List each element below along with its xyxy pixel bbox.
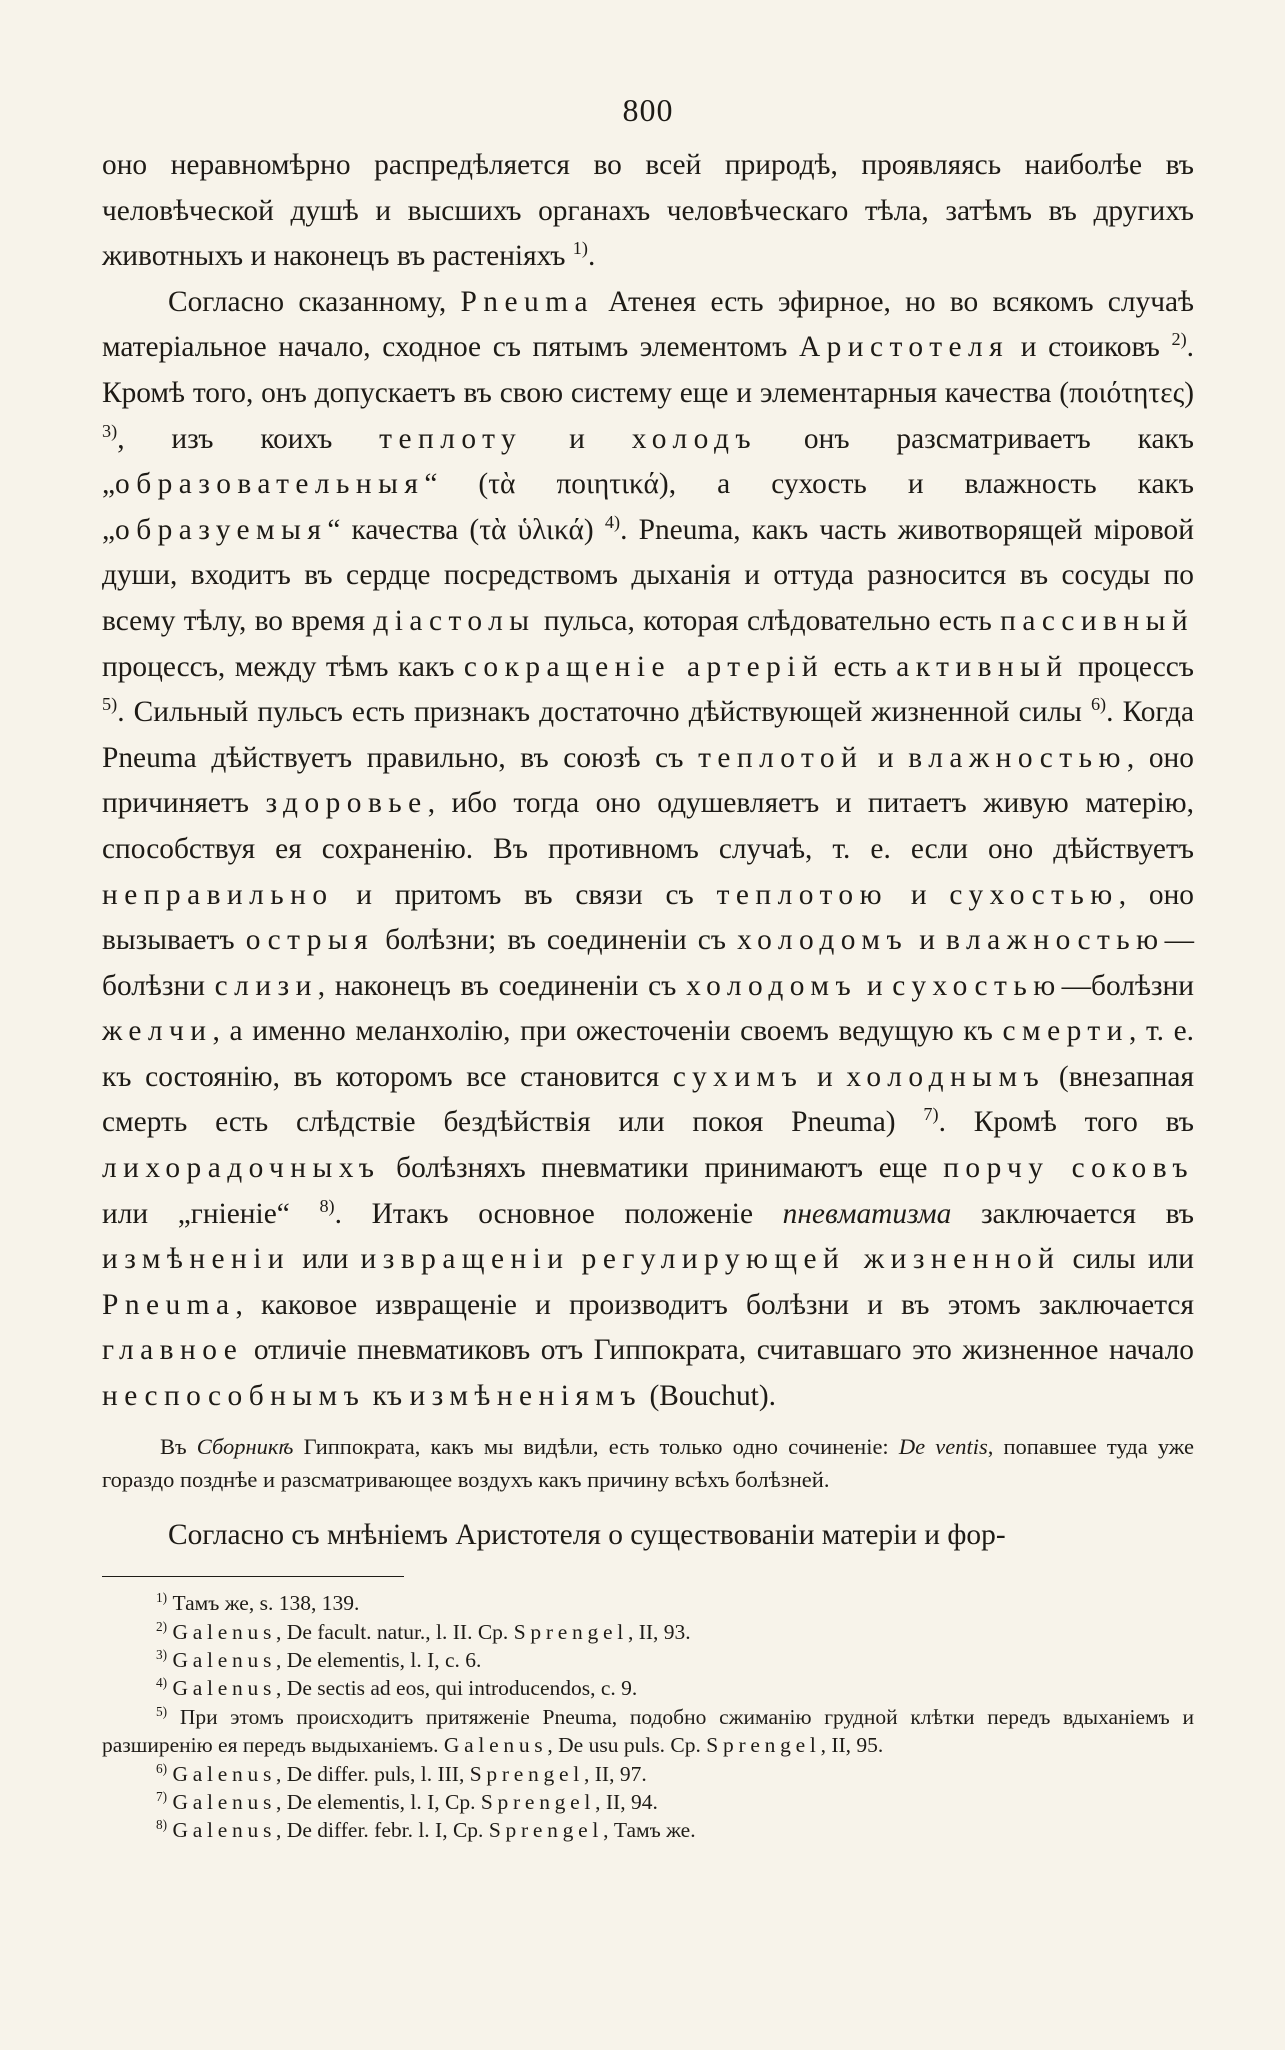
spaced-term: холодъ	[631, 422, 758, 455]
footnote-author: Sprengel	[469, 1761, 584, 1786]
footnote-ref-8: 8)	[319, 1195, 335, 1216]
footnote-mark: 4)	[156, 1675, 168, 1691]
italic-term: De ventis	[898, 1433, 988, 1459]
spaced-term: неправильно	[102, 878, 334, 911]
spaced-term: сокращеніе артерій	[463, 650, 825, 683]
text-run: “ (τὰ ποιητικά), а сухость и влажность какъ „	[102, 468, 1194, 546]
spaced-term: регулирующей жизненной	[581, 1243, 1061, 1276]
footnote-text: Тамъ же, s. 138, 139.	[167, 1591, 360, 1616]
spaced-term: теплотою	[716, 878, 889, 911]
footnote-text: , De elementis, l. I, Ср.	[276, 1790, 481, 1815]
footnote-mark: 5)	[156, 1703, 168, 1719]
spaced-term: теплотой	[698, 741, 864, 774]
text-run: . Сильный пульсъ есть признакъ достаточно дѣйствующей жизненной силы	[117, 696, 1091, 729]
footnote-3	[102, 1646, 1194, 1674]
text-run: . Когда Pneuma дѣйствуетъ правильно, въ союзѣ съ	[102, 696, 1194, 774]
footnote-mark: 3)	[156, 1646, 168, 1662]
page-number: 800	[622, 92, 674, 128]
spaced-term: холодомъ	[737, 924, 909, 957]
footnote-text: , II, 94.	[595, 1790, 658, 1815]
text-run: Согласно сказанному,	[168, 285, 461, 318]
text-run: и	[803, 1060, 847, 1093]
text-run: къ	[365, 1380, 410, 1413]
spaced-term: холоднымъ	[846, 1060, 1046, 1093]
footnote-mark: 7)	[156, 1788, 168, 1804]
text-run: болѣзняхъ пневматики принимаютъ еще	[380, 1152, 944, 1185]
footnote-text: , De elementis, l. I, c. 6.	[276, 1648, 482, 1673]
spaced-term: главное	[102, 1334, 244, 1367]
spaced-term: слизи	[214, 969, 318, 1002]
footnote-text: , II, 93.	[627, 1619, 691, 1644]
text-run: , наконецъ въ соединеніи съ	[317, 969, 687, 1002]
footnote-text: , II, 97.	[584, 1761, 647, 1786]
paragraph-3: Согласно съ мнѣніемъ Аристотеля о существованіи матеріи и фор-	[168, 1518, 1006, 1551]
text-run: , ибо тогда оно одушевляетъ и питаетъ живую матерію, способствуя ея сохраненію. Въ противномъ случаѣ, т. е. если оно дѣйствуетъ	[102, 787, 1194, 865]
spaced-term: извращеніи	[360, 1243, 570, 1276]
footnote-text: , De usu puls. Ср.	[547, 1733, 707, 1758]
footnote-text: , De sectis ad eos, qui introducendos, c. 9.	[276, 1676, 638, 1701]
text-run: оно неравномѣрно распредѣляется во всей природѣ, проявляясь наиболѣе въ человѣческой душѣ и высшихъ органахъ человѣческаго тѣла, затѣмъ въ другихъ животныхъ и наконецъ въ растеніяхъ	[102, 149, 1194, 273]
spaced-term: острыя	[245, 924, 375, 957]
spaced-term: желчи	[102, 1015, 213, 1048]
text-run: —болѣзни	[1061, 969, 1194, 1002]
footnote-author: Galenus	[172, 1648, 277, 1673]
footnote-author: Sprengel	[480, 1790, 596, 1815]
spaced-term: измѣненіи	[102, 1243, 291, 1276]
text-run: . Итакъ основное положеніе	[334, 1197, 783, 1230]
text-run: процессъ, между тѣмъ какъ	[102, 650, 464, 683]
footnotes	[102, 1589, 1194, 1845]
text-run: , изъ коихъ	[117, 422, 380, 455]
text-run: процессъ	[1068, 650, 1194, 683]
spaced-term: измѣненіямъ	[409, 1380, 643, 1413]
text-run: (внезапная смерть есть слѣдствіе бездѣйствія или покоя Pneuma)	[102, 1060, 1194, 1139]
footnote-mark: 8)	[156, 1817, 168, 1833]
footnote-8	[102, 1816, 1194, 1844]
text-run: и	[857, 969, 893, 1002]
footnote-1	[102, 1589, 1194, 1617]
spaced-term: порчу соковъ	[943, 1152, 1194, 1185]
footnote-6	[102, 1760, 1194, 1788]
spaced-term: влажностью	[908, 741, 1127, 774]
text-run: и притомъ въ связи съ	[333, 878, 717, 911]
spaced-term: Pneuma	[102, 1288, 236, 1321]
footnote-text: , De differ. puls, l. III,	[276, 1761, 470, 1786]
footnote-ref-1: 1)	[572, 238, 588, 259]
footnote-author: Galenus	[172, 1676, 277, 1701]
text-run: .	[587, 240, 596, 273]
spaced-term: влажностью	[946, 924, 1165, 957]
italic-term: Сборникѣ	[196, 1433, 294, 1459]
spaced-term: образовательныя	[115, 468, 425, 501]
paragraph-1	[102, 143, 1194, 280]
footnote-ref-2: 2)	[1171, 329, 1187, 350]
spaced-term: здоровье	[265, 787, 428, 820]
text-run: и	[908, 924, 947, 957]
text-run: Гиппократа, какъ мы видѣли, есть только одно сочиненіе:	[293, 1433, 899, 1459]
spaced-term: діастолы	[373, 604, 536, 637]
spaced-term: пассивный	[1000, 604, 1195, 637]
paragraph-2	[102, 280, 1194, 1420]
footnote-text: , II, 95.	[820, 1733, 884, 1758]
text-run: есть	[824, 650, 897, 683]
footnote-ref-7: 7)	[923, 1104, 939, 1125]
spaced-term: Аристотеля	[798, 331, 1010, 364]
footnote-ref-5: 5)	[102, 694, 118, 715]
text-run: . Кромѣ того въ	[938, 1106, 1194, 1139]
text-run: Въ	[160, 1433, 197, 1459]
footnote-ref-3: 3)	[102, 420, 118, 441]
footnote-5	[102, 1703, 1194, 1760]
footnote-author: Galenus	[172, 1761, 277, 1786]
footnote-author: Sprengel	[488, 1818, 604, 1843]
footnote-2	[102, 1618, 1194, 1646]
text-run: , а именно меланхолію, при ожесточеніи своемъ ведущую къ	[212, 1015, 1003, 1048]
spaced-term: активный	[896, 650, 1069, 683]
footnote-author: Galenus	[172, 1619, 277, 1644]
footnote-mark: 6)	[156, 1760, 168, 1776]
text-run: и	[863, 741, 909, 774]
text-run: “ качества (τὰ ὑλικά)	[327, 513, 605, 546]
footnote-7	[102, 1788, 1194, 1816]
text-run: . Кромѣ того, онъ допускаетъ въ свою систему еще и элементарныя качества (ποιότητες)	[102, 331, 1194, 409]
text-run: или	[290, 1243, 361, 1276]
footnote-text: , De facult. natur., l. II. Ср.	[276, 1619, 514, 1644]
text-run: или „гніеніе“	[102, 1197, 320, 1230]
footnote-author: Galenus	[172, 1790, 277, 1815]
text-run: и стоиковъ	[1009, 331, 1172, 364]
footnote-author: Sprengel	[513, 1619, 628, 1644]
spaced-term: сухимъ	[672, 1060, 804, 1093]
footnote-text: , Тамъ же.	[603, 1818, 696, 1843]
footnote-author: Galenus	[172, 1818, 277, 1843]
spaced-term: сухостью	[949, 878, 1119, 911]
text-run: заключается въ	[951, 1197, 1194, 1230]
footnote-author: Sprengel	[706, 1733, 821, 1758]
spaced-term: неспособнымъ	[102, 1380, 366, 1413]
spaced-term: смерти	[1002, 1015, 1129, 1048]
text-run: , т. е. къ состоянію, въ которомъ все становится	[102, 1015, 1194, 1093]
text-run: —болѣзни	[102, 924, 1194, 1002]
footnote-text: , De differ. febr. l. I, Ср.	[276, 1818, 489, 1843]
text-run: , оно вызываетъ	[102, 878, 1194, 957]
footnote-author: Galenus	[443, 1733, 548, 1758]
spaced-term: образуемыя	[115, 513, 328, 546]
text-run: Атенея есть эфирное, но во всякомъ случаѣ матеріальное начало, сходное съ пятымъ элементомъ	[102, 285, 1194, 364]
text-run: силы или	[1060, 1243, 1195, 1276]
spaced-term: сухостью	[892, 969, 1062, 1002]
text-run	[569, 1243, 581, 1275]
text-run: болѣзни; въ соединеніи съ	[374, 924, 738, 957]
main-text	[102, 143, 1194, 1420]
text-run: , каковое извращеніе и производитъ болѣзни и въ этомъ заключается	[235, 1288, 1194, 1321]
spaced-term: Pneuma	[460, 285, 594, 318]
text-run: онъ разсматриваетъ какъ „	[102, 422, 1194, 501]
text-run: (Bouchut).	[642, 1380, 776, 1413]
text-run: пульса, которая слѣдовательно есть	[535, 604, 1001, 637]
footnote-divider	[102, 1576, 404, 1577]
book-page	[102, 92, 1194, 1845]
text-run: и	[888, 878, 950, 911]
text-run: отличіе пневматиковъ отъ Гиппократа, считавшаго это жизненное начало	[243, 1334, 1194, 1367]
spaced-term: теплоту	[379, 422, 523, 455]
italic-term: пневматизма	[782, 1197, 952, 1230]
text-run: и	[522, 422, 632, 455]
footnote-mark: 2)	[156, 1618, 168, 1634]
footnote-ref-4: 4)	[604, 511, 621, 532]
footnote-ref-6: 6)	[1090, 694, 1107, 715]
footnote-4	[102, 1674, 1194, 1702]
text-run: . Pneuma, какъ часть животворящей міровой души, входитъ въ сердце посредствомъ дыханія и оттуда разносится въ сосуды по всему тѣлу, во время	[102, 513, 1194, 637]
footnote-text: При этомъ происходитъ притяженіе Pneuma, подобно сжиманію грудной клѣтки передъ вдыханіемъ и разширенію ея передъ выдыханіемъ.	[102, 1704, 1194, 1758]
text-run: , оно причиняетъ	[102, 741, 1194, 820]
footnote-mark: 1)	[156, 1590, 168, 1606]
spaced-term: лихорадочныхъ	[102, 1152, 381, 1185]
spaced-term: холодомъ	[686, 969, 858, 1002]
small-print-note	[102, 1430, 1194, 1497]
text-run: , попавшее туда уже гораздо позднѣе и разсматривающее воздухъ какъ причину всѣхъ болѣзней.	[102, 1433, 1195, 1493]
